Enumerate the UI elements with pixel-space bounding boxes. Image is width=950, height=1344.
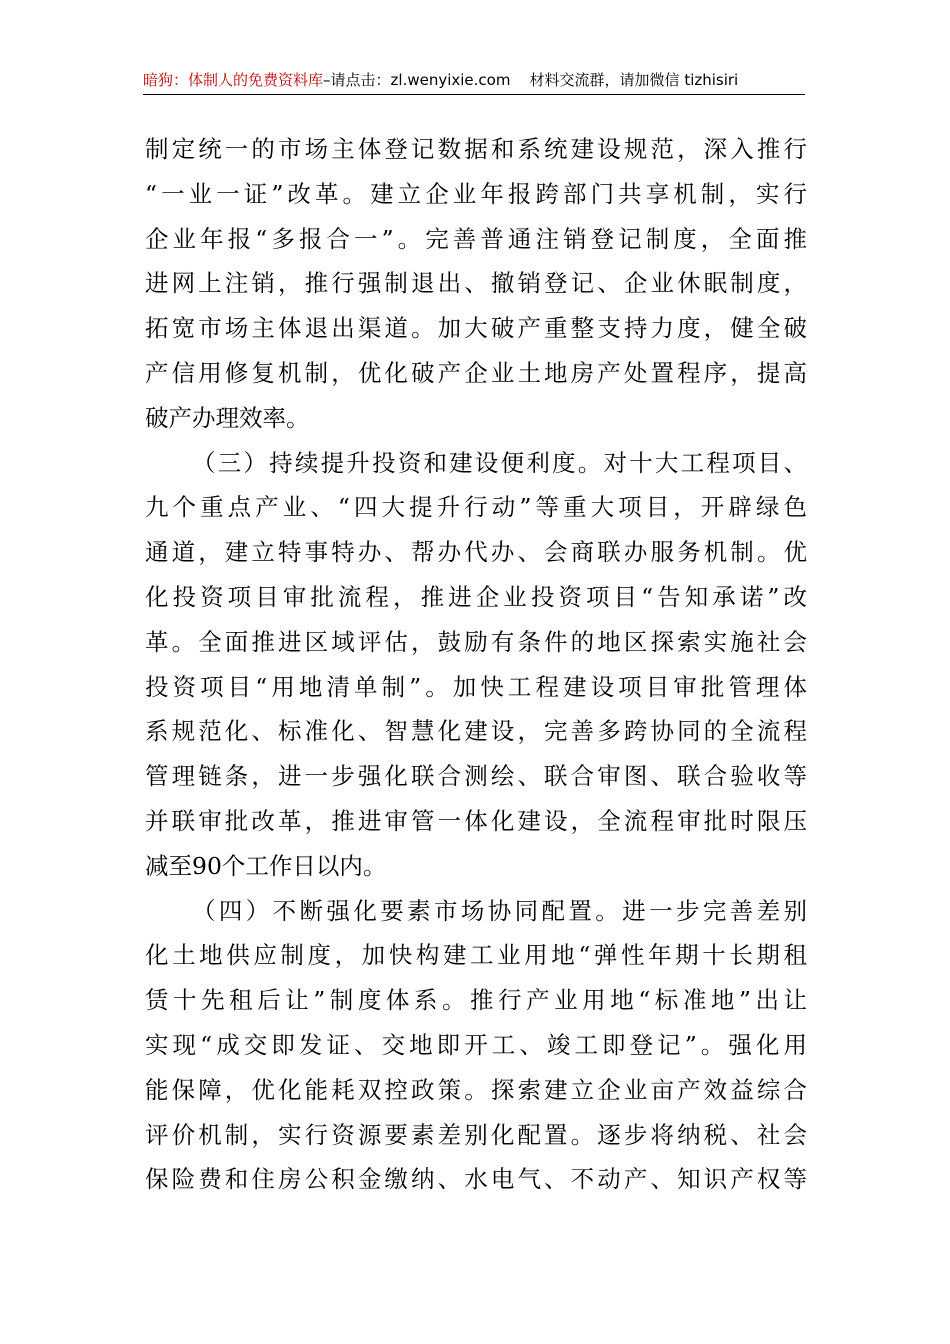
header-wechat-note: 材料交流群，请加微信 tizhisiri: [529, 71, 739, 89]
text-line: 系规范化、标准化、智慧化建设，完善多跨协同的全流程: [145, 717, 807, 746]
text-line: 并联审批改革，推进审管一体化建设，全流程审批时限压: [145, 806, 807, 835]
paragraph-last-line: 破产办理效率。: [145, 403, 310, 432]
text-line: 投资项目“用地清单制”。加快工程建设项目审批管理体: [145, 672, 807, 701]
text-line: 管理链条，进一步强化联合测绘、联合审图、联合验收等: [145, 762, 807, 791]
header-brand: 暗狗：体制人的免费资料库: [143, 71, 324, 89]
section-heading-line: （三）持续提升投资和建设便利度。对十大工程项目、: [192, 448, 807, 477]
page-header: [143, 70, 805, 96]
text-line: 产信用修复机制，优化破产企业土地房产处置程序，提高: [145, 358, 807, 387]
header-link-prompt: –请点击：: [323, 71, 391, 89]
header-divider: [143, 94, 805, 95]
text-line: “一业一证”改革。建立企业年报跨部门共享机制，实行: [145, 179, 807, 208]
text-line: 化投资项目审批流程，推进企业投资项目“告知承诺”改: [145, 582, 807, 611]
text-line: 实现“成交即发证、交地即开工、竣工即登记”。强化用: [145, 1030, 807, 1059]
text-line: 革。全面推进区域评估，鼓励有条件的地区探索实施社会: [145, 627, 807, 656]
header-url-link[interactable]: zl.wenyixie.com: [390, 71, 511, 89]
text-line: 能保障，优化能耗双控政策。探索建立企业亩产效益综合: [145, 1075, 807, 1104]
section-heading-line: （四）不断强化要素市场协同配置。进一步完善差别: [192, 896, 807, 925]
text-line: 企业年报“多报合一”。完善普通注销登记制度，全面推: [145, 224, 807, 253]
text-line: 九个重点产业、“四大提升行动”等重大项目，开辟绿色: [145, 493, 807, 522]
text-line: 制定统一的市场主体登记数据和系统建设规范，深入推行: [145, 135, 807, 163]
document-body: [145, 127, 807, 1202]
text-line: 评价机制，实行资源要素差别化配置。逐步将纳税、社会: [145, 1120, 807, 1149]
paragraph-last-line: 减至90个工作日以内。: [145, 851, 387, 880]
text-line: 化土地供应制度，加快构建工业用地“弹性年期十长期租: [145, 941, 807, 970]
text-line: 通道，建立特事特办、帮办代办、会商联办服务机制。优: [145, 538, 807, 567]
text-line: 进网上注销，推行强制退出、撤销登记、企业休眠制度，: [145, 269, 807, 298]
text-line: 拓宽市场主体退出渠道。加大破产重整支持力度，健全破: [145, 314, 807, 343]
text-line: 赁十先租后让”制度体系。推行产业用地“标准地”出让: [145, 986, 807, 1015]
text-line: 保险费和住房公积金缴纳、水电气、不动产、知识产权等: [145, 1165, 807, 1194]
